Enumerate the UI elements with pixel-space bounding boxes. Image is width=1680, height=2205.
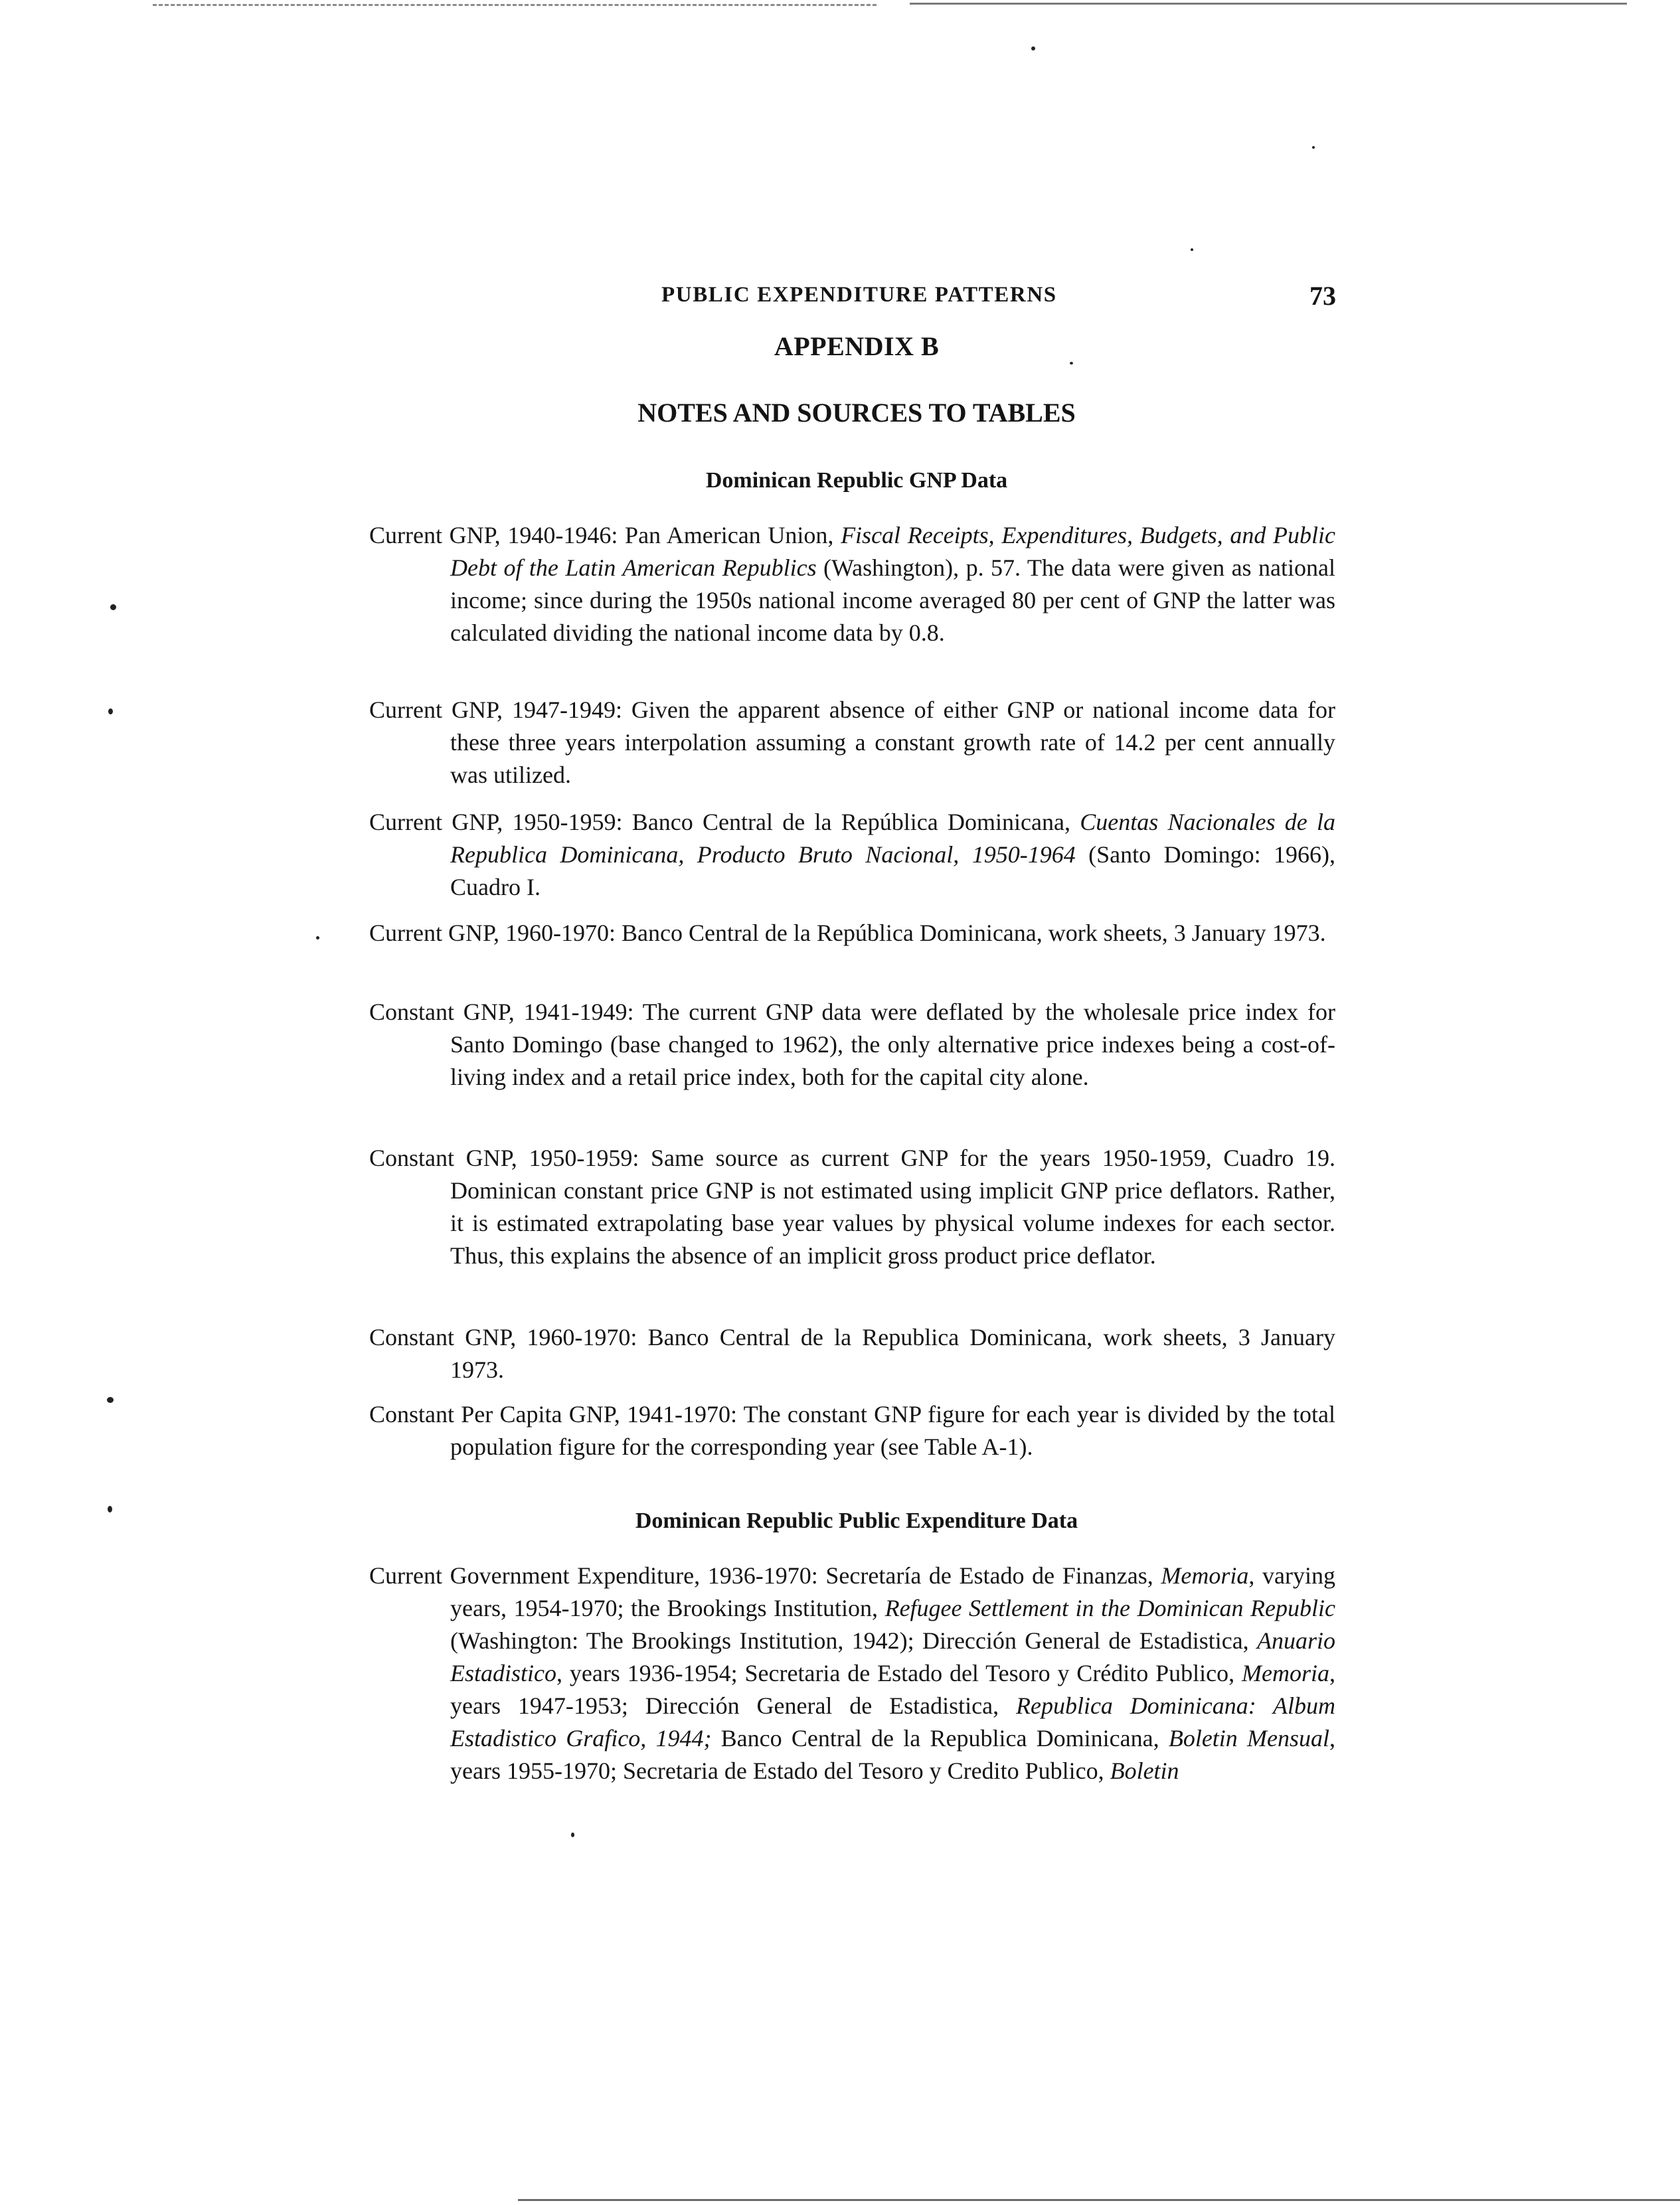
entry-text: (Washington: The Brookings Institution, 1942); Dirección General de Estadistica, [450,1627,1257,1654]
entry-text: , years 1936-1954; Secretaria de Estado del Tesoro y Crédito Publico, [556,1660,1242,1686]
entry-title-italic: Republica Dominicana: Album Estadistico Grafico, 1944; [450,1692,1335,1752]
scan-speck [1031,46,1035,50]
scan-speck [1070,362,1073,365]
top-edge-dashed-rule [153,4,877,6]
entry-text: Current GNP, 1960-1970: Banco Central de la República Dominicana, work sheets, 3 January 1973. [369,920,1326,946]
scan-speck [108,708,113,714]
entry-constant-per-capita-gnp [369,1398,1335,1463]
entry-title-italic: Anuario Estadistico [450,1627,1335,1686]
entry-text: Constant GNP, 1960-1970: Banco Central de la Republica Dominicana, work sheets, 3 January 1973. [369,1324,1335,1383]
entry-text: Banco Central de la Republica Dominicana, [711,1725,1169,1752]
entry-title-italic: Memoria [1242,1660,1329,1686]
scan-speck [1191,248,1193,251]
scan-speck [110,604,116,610]
entry-constant-gnp-1941-1949 [369,996,1335,1094]
entry-title-italic: Refugee Settlement in the Dominican Republic [884,1595,1335,1621]
entry-current-government-expenditure [369,1560,1335,1787]
entry-title-italic: Boletin Mensual [1168,1725,1330,1752]
section-heading-gnp-data: Dominican Republic GNP Data [705,468,1008,493]
page-number: 73 [1309,281,1336,311]
entry-text: , years 1955-1970; Secretaria de Estado del Tesoro y Credito Publico, [450,1725,1336,1784]
entry-title-italic: Cuentas Nacionales de la Republica Dominicana, Producto Bruto Nacional, 1950-1964 [450,809,1336,868]
scan-speck [316,936,319,939]
scan-speck [107,1397,114,1403]
section-heading-public-expenditure-data: Dominican Republic Public Expenditure Data [635,1509,1078,1533]
entry-title-italic: Fiscal Receipts, Expenditures, Budgets, and Public Debt of the Latin American Republics [450,522,1335,581]
entry-text: Current Government Expenditure, 1936-1970: Secretaría de Estado de Finanzas, [369,1562,1161,1589]
entry-current-gnp-1940-1946 [369,519,1335,649]
entry-constant-gnp-1950-1959 [369,1142,1335,1272]
entry-text: Current GNP, 1947-1949: Given the apparent absence of either GNP or national income data for these three years interpolation assuming a constant growth rate of 14.2 per cent annually was utilized. [369,696,1335,788]
entry-text: , years 1947-1953; Dirección General de Estadistica, [450,1660,1335,1719]
entry-text: Current GNP, 1950-1959: Banco Central de la República Dominicana, [369,809,1080,835]
entry-current-gnp-1947-1949 [369,694,1335,791]
page-header [661,280,1336,309]
entry-text: (Washington), p. 57. The data were given as national income; since during the 1950s national income averaged 80 per cent of GNP the latter was calculated dividing the national income data by 0.8. [450,554,1335,646]
notes-title: NOTES AND SOURCES TO TABLES [637,398,1076,428]
entry-title-italic: Boletin [1110,1757,1179,1784]
top-edge-rule [910,3,1627,5]
entry-text: Constant GNP, 1941-1949: The current GNP data were deflated by the wholesale price index for Santo Domingo (base changed to 1962), the only alternative price indexes being a cost-of-living index and a retail price index, both for the capital city alone. [369,999,1335,1090]
entry-text: Constant Per Capita GNP, 1941-1970: The constant GNP figure for each year is divided by the total population figure for the corresponding year (see Table A-1). [369,1401,1335,1460]
bottom-edge-rule [518,2199,1680,2201]
entry-text: Current GNP, 1940-1946: Pan American Union, [369,522,841,548]
entry-text: , varying years, 1954-1970; the Brookings Institution, [450,1562,1335,1621]
running-head: PUBLIC EXPENDITURE PATTERNS [661,283,1057,307]
entry-title-italic: Memoria [1161,1562,1249,1589]
entry-current-gnp-1950-1959 [369,806,1335,904]
entry-current-gnp-1960-1970 [369,917,1335,949]
entry-constant-gnp-1960-1970 [369,1321,1335,1386]
scan-speck [1312,146,1315,149]
scan-speck [571,1833,574,1837]
appendix-title: APPENDIX B [774,331,940,361]
entry-text: Constant GNP, 1950-1959: Same source as current GNP for the years 1950-1959, Cuadro 19. Dominican constant price GNP is not estimated using implicit GNP price deflators. Rather, it is estimated extrapolating base year values by physical volume indexes for each sector. Thus, this explains the absence of an implicit gross product price deflator. [369,1145,1335,1269]
entry-text: (Santo Domingo: 1966), Cuadro I. [450,841,1335,900]
